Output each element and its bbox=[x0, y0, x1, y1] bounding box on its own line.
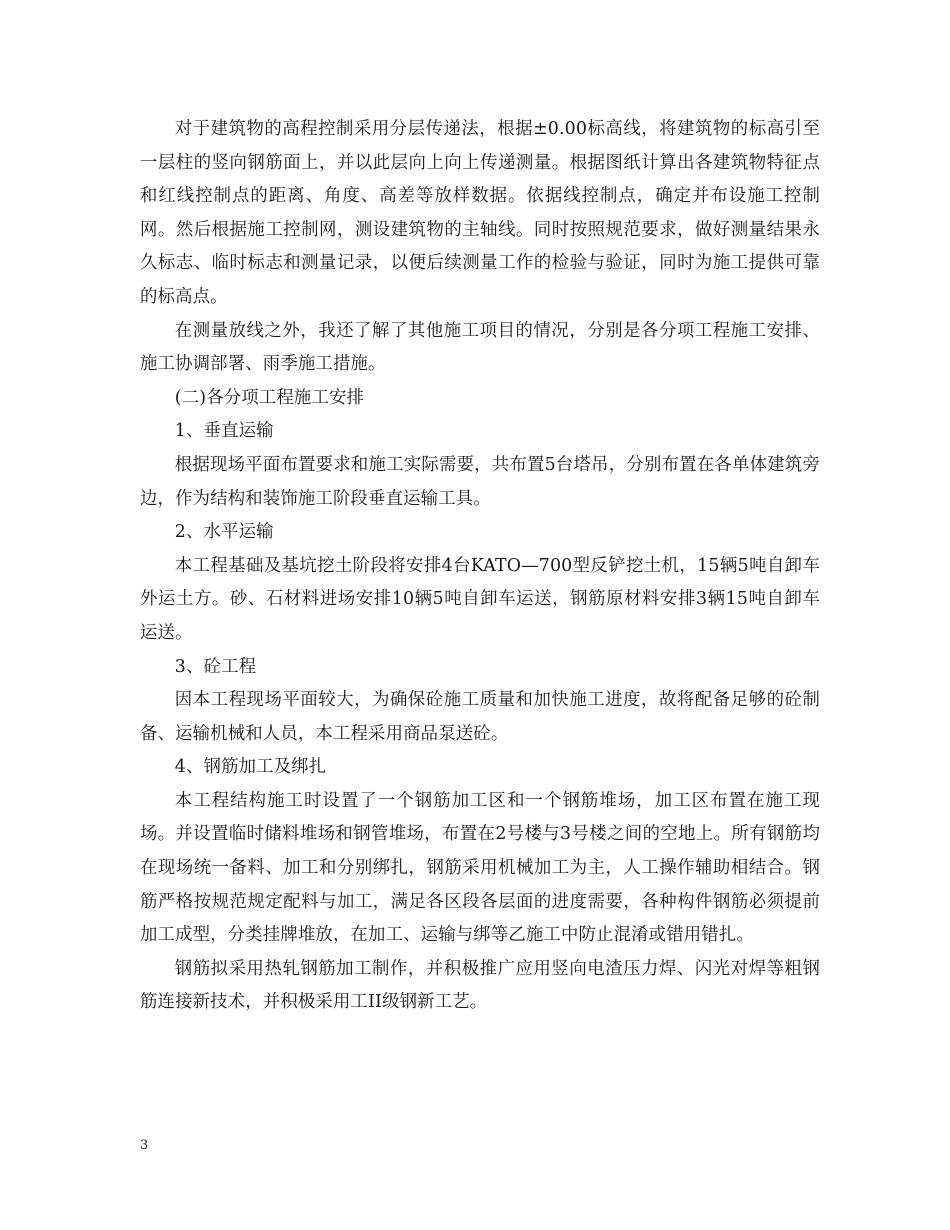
document-body bbox=[140, 113, 820, 1020]
subheading-rebar-processing: 4、钢筋加工及绑扎 bbox=[174, 757, 327, 778]
paragraph-other-projects: 在测量放线之外，我还了解了其他施工项目的情况，分别是各分项工程施工安排、施工协调部署、雨季施工措施。 bbox=[140, 320, 820, 375]
paragraph-vertical-transport: 根据现场平面布置要求和施工实际需要，共布置5台塔吊，分别布置在各单体建筑旁边，作为结构和装饰施工阶段垂直运输工具。 bbox=[140, 454, 820, 509]
subheading-vertical-transport: 1、垂直运输 bbox=[174, 421, 274, 442]
subheading-concrete-work: 3、砼工程 bbox=[174, 656, 257, 677]
paragraph-elevation-control: 对于建筑物的高程控制采用分层传递法，根据±0.00标高线，将建筑物的标高引至一层柱的竖向钢筋面上，并以此层向上向上传递测量。根据图纸计算出各建筑物特征点和红线控制点的距离、角度、高差等放样数据。依据线控制点，确定并布设施工控制网。然后根据施工控制网，测设建筑物的主轴线。同时按照规范要求，做好测量结果永久标志、临时标志和测量记录，以便后续测量工作的检验与验证，同时为施工提供可靠的标高点。 bbox=[140, 119, 820, 307]
paragraph-concrete-work: 因本工程现场平面较大，为确保砼施工质量和加快施工进度，故将配备足够的砼制备、运输机械和人员，本工程采用商品泵送砼。 bbox=[140, 690, 820, 744]
page-number: 3 bbox=[140, 1138, 149, 1153]
paragraph-horizontal-transport: 本工程基础及基坑挖土阶段将安排4台KATO—700型反铲挖土机，15辆5吨自卸车外运土方。砂、石材料进场安排10辆5吨自卸车运送，钢筋原材料安排3辆15吨自卸车运送。 bbox=[140, 555, 820, 643]
section-heading-subitem-arrangement: (二)各分项工程施工安排 bbox=[174, 387, 365, 408]
paragraph-rebar-technology: 钢筋拟采用热轧钢筋加工制作，并积极推广应用竖向电渣压力焊、闪光对焊等粗钢筋连接新技术，并积极采用工II级钢新工艺。 bbox=[140, 958, 820, 1013]
subheading-horizontal-transport: 2、水平运输 bbox=[174, 522, 274, 543]
paragraph-rebar-processing: 本工程结构施工时设置了一个钢筋加工区和一个钢筋堆场，加工区布置在施工现场。并设置临时储料堆场和钢管堆场，布置在2号楼与3号楼之间的空地上。所有钢筋均在现场统一备料、加工和分别绑扎，钢筋采用机械加工为主，人工操作辅助相结合。钢筋严格按规范规定配料与加工，满足各区段各层面的进度需要，各种构件钢筋必须提前加工成型，分类挂牌堆放，在加工、运输与绑等乙施工中防止混淆或错用错扎。 bbox=[140, 790, 820, 946]
